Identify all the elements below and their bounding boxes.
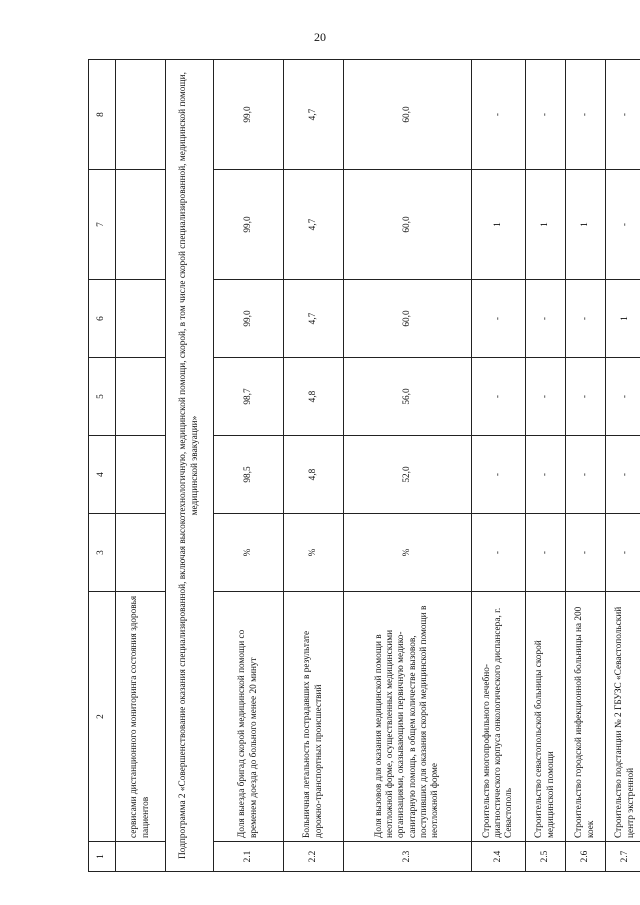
value-col6: - (472, 280, 526, 358)
row-number: 2.3 (344, 842, 472, 872)
indicator-name: Доля вызовов для оказания медицинской помощи в неотложной форме, осуществленных медицинскими организациями, оказывающими первичную медико-санитарную помощь, в общем количестве вызовов, поступивших для оказания скорой медицинской помощи в неотложной форме (344, 592, 472, 842)
value-col4: 98,5 (214, 436, 284, 514)
row-number: 2.6 (566, 842, 606, 872)
column-header: 3 (89, 514, 116, 592)
value-col8: 99,0 (214, 60, 284, 170)
value-col5: - (526, 358, 566, 436)
value-col4: - (606, 436, 640, 514)
indicator-name: Доля выезда бригад скорой медицинской помощи со временем доезда до больного менее 20 минут (214, 592, 284, 842)
value-col5: 4,8 (284, 358, 344, 436)
row-number: 2.2 (284, 842, 344, 872)
table-row (606, 60, 640, 872)
value-col6: - (566, 280, 606, 358)
row-number: 2.7 (606, 842, 640, 872)
subprogram-title: Подпрограмма 2 «Совершенствование оказания специализированной, включая высокотехнологичную, медицинской помощи, скорой, в том числе скорой специализированной, медицинской помощи, медицинской эвакуации» (166, 60, 214, 872)
value-col8: 4,7 (284, 60, 344, 170)
table-row (214, 60, 284, 872)
value-col4: - (526, 436, 566, 514)
value-col6: - (526, 280, 566, 358)
value-col8: 60,0 (344, 60, 472, 170)
table-row (472, 60, 526, 872)
continuation-row (116, 60, 166, 872)
indicator-name: Больничная летальность пострадавших в результате дорожно-транспортных происшествий (284, 592, 344, 842)
value-col6: 1 (606, 280, 640, 358)
value-col8: - (472, 60, 526, 170)
value-col7: 1 (472, 170, 526, 280)
value-col4: - (472, 436, 526, 514)
value-col7: 99,0 (214, 170, 284, 280)
value-col8: - (566, 60, 606, 170)
column-header: 6 (89, 280, 116, 358)
indicator-name: Строительство многопрофильного лечебно-диагностического корпуса онкологического диспансера, г. Севастополь (472, 592, 526, 842)
indicator-name: Строительство подстанции № 2 ГБУЗС «Севастопольский центр экстренной (606, 592, 640, 842)
page-number: 20 (314, 30, 326, 44)
indicator-name: Строительство городской инфекционной больницы на 200 коек (566, 592, 606, 842)
value-col7: 1 (526, 170, 566, 280)
value-col4: - (566, 436, 606, 514)
unit: - (526, 514, 566, 592)
indicators-table (88, 59, 640, 872)
indicator-name: Строительство севастопольской больницы скорой медицинской помощи (526, 592, 566, 842)
unit: - (566, 514, 606, 592)
column-header: 8 (89, 60, 116, 170)
value-col7: 1 (566, 170, 606, 280)
value-col6: 60,0 (344, 280, 472, 358)
row-number: 2.4 (472, 842, 526, 872)
value-col7: - (606, 170, 640, 280)
value-col5: 98,7 (214, 358, 284, 436)
unit: % (344, 514, 472, 592)
value-col8: - (526, 60, 566, 170)
table-row (566, 60, 606, 872)
column-header: 2 (89, 592, 116, 842)
table-row (344, 60, 472, 872)
row-number: 2.1 (214, 842, 284, 872)
column-header: 5 (89, 358, 116, 436)
value-col6: 4,7 (284, 280, 344, 358)
unit: - (472, 514, 526, 592)
unit: - (606, 514, 640, 592)
value-col5: - (606, 358, 640, 436)
indicators-table-rotated (88, 60, 636, 872)
column-header: 1 (89, 842, 116, 872)
value-col4: 52,0 (344, 436, 472, 514)
value-col6: 99,0 (214, 280, 284, 358)
value-col7: 60,0 (344, 170, 472, 280)
column-number-row (89, 60, 116, 872)
unit: % (214, 514, 284, 592)
table-row (284, 60, 344, 872)
value-col5: - (566, 358, 606, 436)
value-col5: - (472, 358, 526, 436)
unit: % (284, 514, 344, 592)
value-col5: 56,0 (344, 358, 472, 436)
value-col8: - (606, 60, 640, 170)
column-header: 7 (89, 170, 116, 280)
table-row (526, 60, 566, 872)
continuation-text: сервисами дистанционного мониторинга состояния здоровья пациентов (116, 592, 166, 842)
value-col7: 4,7 (284, 170, 344, 280)
row-number: 2.5 (526, 842, 566, 872)
value-col4: 4,8 (284, 436, 344, 514)
subprogram-row (166, 60, 214, 872)
column-header: 4 (89, 436, 116, 514)
